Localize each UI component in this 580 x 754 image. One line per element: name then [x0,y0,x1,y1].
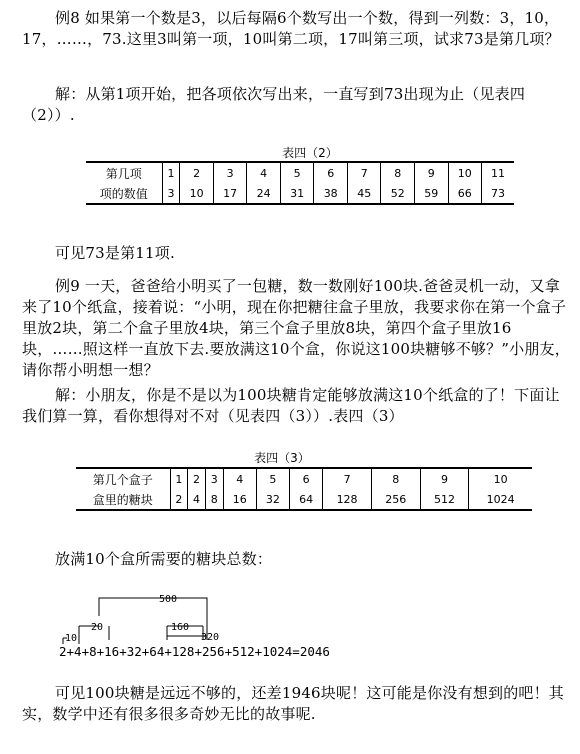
example9-conclusion: 可见100块糖是远远不够的，还差1946块呢！这可能是你没有想到的吧！其实，数学中还有很多很多奇妙无比的故事呢. [22,684,565,723]
table2-row1-cell: 10 [448,162,482,183]
table3-row2-cell: 512 [420,489,469,510]
table2-row2-cell: 59 [414,183,448,204]
table3-row2-cell: 2 [170,489,188,510]
example9-solution: 解：小朋友，你是不是以为100块糖肯定能够放满这10个纸盒的了！下面让我们算一算，看你想得对不对（见表四（3））.表四（3） [22,386,560,425]
table3-row2-cell: 32 [256,489,289,510]
table3-row2-cell: 128 [323,489,372,510]
table2-row2-cell: 38 [314,183,348,204]
table2-row1-cell: 9 [414,162,448,183]
table-3 [76,467,532,511]
sum-equation: 2+4+8+16+32+64+128+256+512+1024=2046 [59,644,330,659]
table3-row2-cell: 1024 [469,489,532,510]
table2-row1-cell: 3 [213,162,247,183]
example8-problem: 例8 如果第一个数是3，以后每隔6个数写出一个数，得到一列数：3，10，17，……，73.这里3叫第一项，10叫第二项，17叫第三项，试求73是第几项？ [22,9,560,48]
table2-row2-cell: 24 [247,183,281,204]
table3-row1-cell: 3 [205,468,223,489]
table2-row1-cell: 2 [180,162,214,183]
partial-160: 160 [171,622,190,633]
table3-row-value [76,489,532,510]
example9-problem: 例9 一天，爸爸给小明买了一包糖，数一数刚好100块.爸爸灵机一动，又拿来了10个纸盒，接着说：“小明，现在你把糖往盒子里放，我要求你在第一个盒子里放2块，第二个盒子里放4块，第三个盒子里放8块，第四个盒子里放16块，……照这样一直放下去.要放满这10个盒，你说这100块糖够不够？”小朋友，请你帮小明想一想？ [22,277,570,379]
example9-total-heading: 放满10个盒所需要的糖块总数： [55,550,273,568]
table2-row2-cell: 17 [213,183,247,204]
table-2 [86,161,514,205]
table3-row1-cell: 2 [188,468,206,489]
table2-row-index [86,162,514,183]
table2-row2-cell: 66 [448,183,482,204]
table3-row1-label: 第几个盒子 [76,468,170,489]
table3-row1-cell: 8 [371,468,420,489]
table3-row1-cell: 7 [323,468,372,489]
table3-row1-cell: 1 [170,468,188,489]
table3-row1-cell: 6 [290,468,323,489]
table2-row1-cell: 8 [381,162,415,183]
table3-row2-cell: 4 [188,489,206,510]
table2-row1-label: 第几项 [86,162,162,183]
table2-row2-cell: 52 [381,183,415,204]
example8-solution: 解：从第1项开始，把各项依次写出来，一直写到73出现为止（见表四（2））. [22,85,526,124]
table3-row2-cell: 16 [223,489,256,510]
table2-caption: 表四（2） [282,146,338,160]
table2-row2-label: 项的数值 [86,183,162,204]
table3-row-index [76,468,532,489]
partial-320: 320 [201,632,220,643]
table2-row1-cell: 11 [482,162,514,183]
table2-row2-cell: 10 [180,183,214,204]
table2-row2-cell: 73 [482,183,514,204]
table2-row2-cell: 31 [280,183,314,204]
grouping-diagram [55,588,355,664]
table2-row2-cell: 45 [347,183,381,204]
table2-row1-cell: 7 [347,162,381,183]
example8-conclusion: 可见73是第11项. [55,244,175,262]
table3-caption: 表四（3） [254,451,310,465]
table3-row2-cell: 64 [290,489,323,510]
table2-row-value [86,183,514,204]
partial-10: 10 [65,633,78,644]
table3-row2-label: 盒里的糖块 [76,489,170,510]
table2-row1-cell: 5 [280,162,314,183]
table3-row2-cell: 256 [371,489,420,510]
table3-row1-cell: 9 [420,468,469,489]
partial-20: 20 [91,622,104,633]
table3-row2-cell: 8 [205,489,223,510]
table2-row1-cell: 1 [162,162,180,183]
table2-row2-cell: 3 [162,183,180,204]
table3-row1-cell: 5 [256,468,289,489]
table2-row1-cell: 4 [247,162,281,183]
table3-row1-cell: 4 [223,468,256,489]
table2-row1-cell: 6 [314,162,348,183]
partial-500: 500 [159,594,178,605]
table3-row1-cell: 10 [469,468,532,489]
